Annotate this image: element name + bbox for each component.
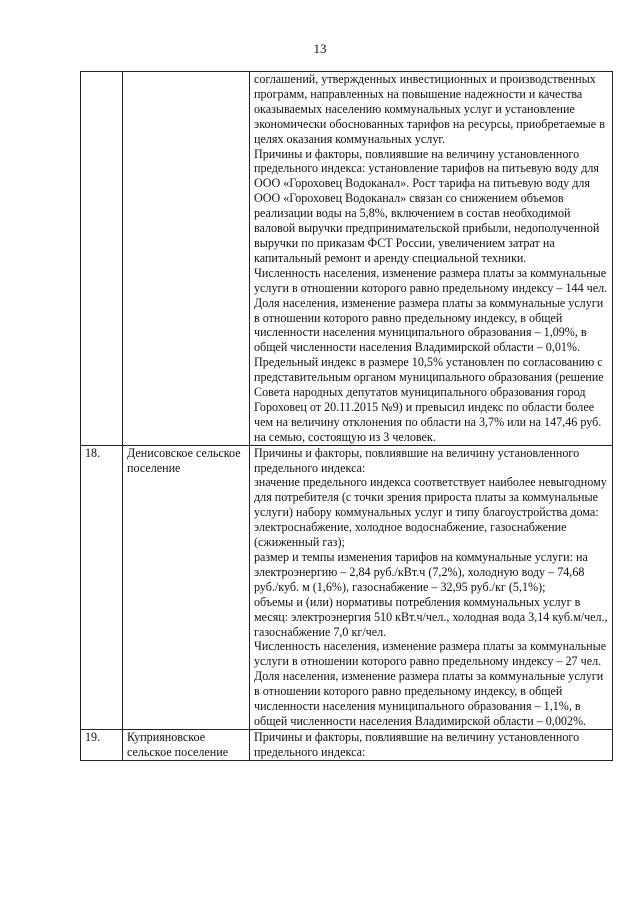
description-cell [250, 729, 613, 760]
paragraph: Предельный индекс в размере 10,5% установлен по согласованию с представительным органом муниципального образования (решение Совета народных депутатов муниципального образования город Гороховец от 20.11.2015 №9) и превысил индекс по области более чем на величину отклонения по области на 3,7% или на 147,46 руб. на семью, состоящую из 3 человек. [254, 355, 604, 444]
municipality-cell [123, 72, 250, 446]
description-cell [250, 445, 613, 729]
index-table [80, 71, 613, 761]
paragraph: значение предельного индекса соответствует наиболее невыгодному для потребителя (с точки зрения прироста платы за коммунальные услуги) набору коммунальных услуг и типу благоустройства дома: электроснабжение, холодное водоснабжение, газоснабжение (сжиженный газ); [254, 475, 607, 550]
paragraph: размер и темпы изменения тарифов на коммунальные услуги: на электроэнергию – 2,84 руб./кВт.ч (7,2%), холодную воду – 74,68 руб./куб. м (1,6%), газоснабжение – 32,95 руб./кг (5,1%); [254, 550, 588, 594]
paragraph: Численность населения, изменение размера платы за коммунальные услуги в отношении которого равно предельному индексу – 27 чел. [254, 639, 607, 669]
paragraph: Причины и факторы, повлиявшие на величину установленного предельного индекса: [254, 445, 580, 475]
paragraph: соглашений, утвержденных инвестиционных и производственных программ, направленных на повышение надежности и качества оказываемых населению коммунальных услуг и установление экономически обоснованных тарифов на ресурсы, приобретаемые в целях оказания коммунальных услуг. [254, 72, 605, 146]
paragraph: Причины и факторы, повлиявшие на величину установленного предельного индекса: [254, 729, 580, 759]
table-row-19 [81, 729, 613, 760]
row-number-cell: 18. [81, 445, 123, 729]
table-row-18 [81, 445, 613, 729]
municipality-cell: Куприяновское сельское поселение [123, 729, 250, 760]
paragraph: объемы и (или) нормативы потребления коммунальных услуг в месяц: электроэнергия 510 кВт.ч/чел., холодная вода 3,14 куб.м/чел., газоснабжение 7,0 кг/чел. [254, 594, 608, 639]
description-cell [250, 72, 613, 446]
paragraph: Доля населения, изменение размера платы за коммунальные услуги в отношении которого равно предельному индексу, в общей численности населения муниципального образования – 1,1%, в общей численности населения Владимирской области – 0,002%. [254, 669, 604, 728]
row-number-cell [81, 72, 123, 446]
municipality-cell: Денисовское сельское поселение [123, 445, 250, 729]
row-number-cell: 19. [81, 729, 123, 760]
paragraph: Доля населения, изменение размера платы за коммунальные услуги в отношении которого равно предельному индексу, в общей численности населения муниципального образования – 1,09%, в общей численности населения Владимирской области – 0,01%. [254, 295, 604, 355]
table-row-continuation [81, 72, 613, 446]
paragraph: Причины и факторы, повлиявшие на величину установленного предельного индекса: установление тарифов на питьевую воду для ООО «Гороховец Водоканал». Рост тарифа на питьевую воду для ООО «Гороховец Водоканал» связан со снижением объемов реализации воды на 5,8%, включением в состав необходимой валовой выручки предпринимательской прибыли, недополученной выручки по приказам ФСТ России, увеличением затрат на капитальный ремонт и аренду специальной техники. [254, 146, 600, 265]
page-number: 13 [313, 41, 327, 56]
paragraph: Численность населения, изменение размера платы за коммунальные услуги в отношении которого равно предельному индексу – 144 чел. [254, 265, 608, 295]
